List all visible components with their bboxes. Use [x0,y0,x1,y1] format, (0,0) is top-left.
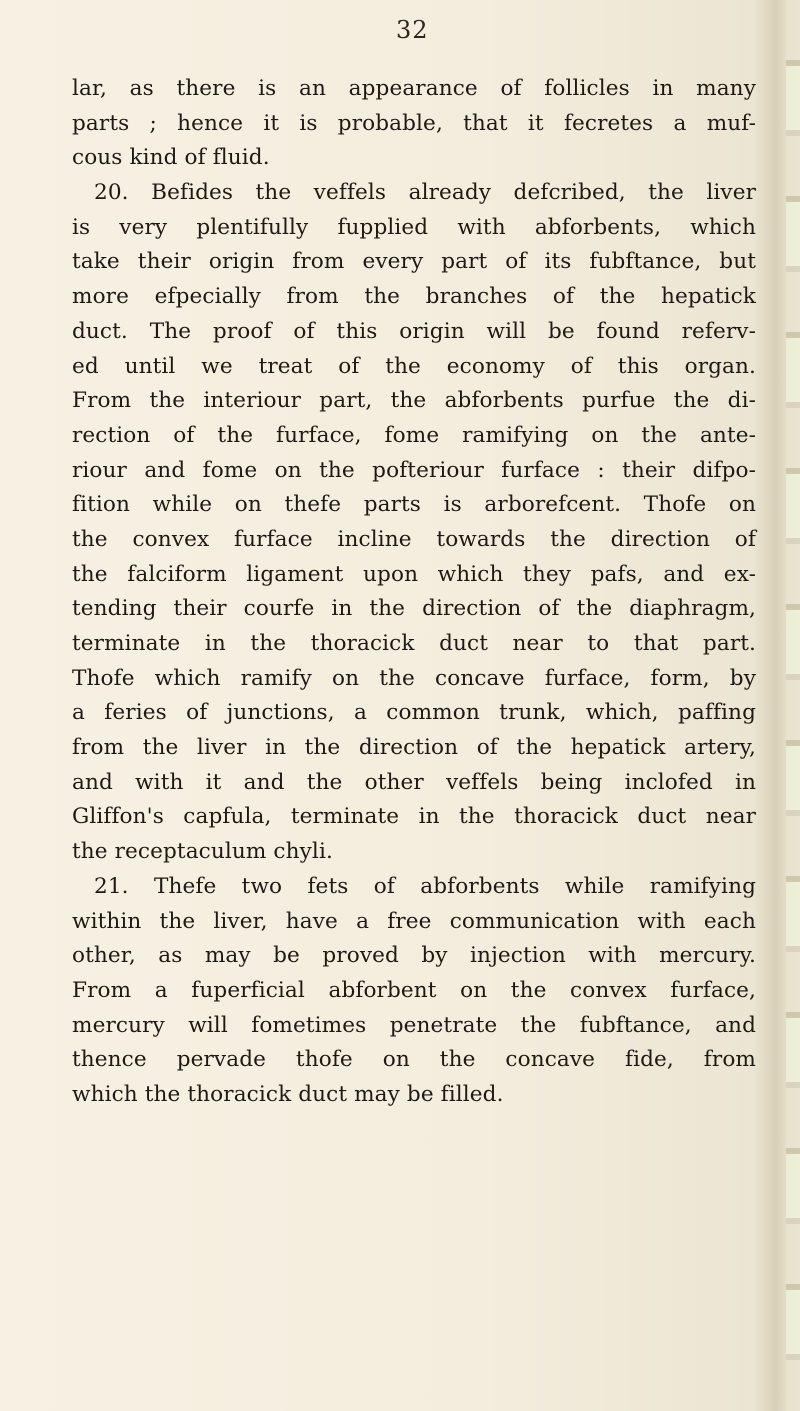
text-line: From a fuperficial abforbent on the convex furface, [72,977,756,1003]
text-line: mercury will fometimes penetrate the fubftance, and [72,1012,756,1038]
text-line: a feries of junctions, a common trunk, which, paffing [72,700,756,726]
paragraph-start-line: 21. Thefe two fets of abforbents while ramifying [94,873,756,899]
page-edge [786,0,800,1411]
text-line: terminate in the thoracick duct near to that part. [72,631,756,656]
text-line: riour and fome on the pofteriour furface : their difpo- [72,457,756,483]
text-line: and with it and the other veffels being inclofed in [72,769,756,795]
text-line: other, as may be proved by injection with mercury. [72,943,756,969]
text-line: ed until we treat of the economy of this organ. [72,353,756,379]
text-line: From the interiour part, the abforbents purfue the di- [72,388,756,414]
text-line: within the liver, have a free communication with each [72,908,756,934]
body-text [72,72,756,1113]
text-line: thence pervade thofe on the concave fide, from [72,1047,756,1073]
text-line: the convex furface incline towards the direction of [72,526,756,552]
text-line: parts ; hence it is probable, that it fecretes a muf- [72,110,756,136]
text-line: rection of the furface, fome ramifying on the ante- [72,422,756,448]
text-line: more efpecially from the branches of the hepatick [72,284,756,310]
text-line: cous kind of fluid. [72,145,270,171]
page-number: 32 [396,16,429,44]
text-line: is very plentifully fupplied with abforbents, which [72,214,756,240]
text-line: Thofe which ramify on the concave furface, form, by [72,665,756,691]
text-line: duct. The proof of this origin will be found referv- [72,318,756,344]
text-line: from the liver in the direction of the hepatick artery, [72,735,756,761]
paragraph-start-line: 20. Befides the veffels already defcribed, the liver [94,180,756,206]
text-line: the falciform ligament upon which they pafs, and ex- [72,561,756,587]
text-line: lar, as there is an appearance of follicles in many [72,76,756,101]
text-line: Gliffon's capfula, terminate in the thoracick duct near [72,804,756,830]
text-line: tending their courfe in the direction of the diaphragm, [72,596,756,622]
text-line: take their origin from every part of its fubftance, but [72,249,756,275]
text-line: the receptaculum chyli. [72,839,333,865]
text-line: which the thoracick duct may be filled. [72,1081,504,1107]
text-line: fition while on thefe parts is arborefcent. Thofe on [72,492,756,518]
